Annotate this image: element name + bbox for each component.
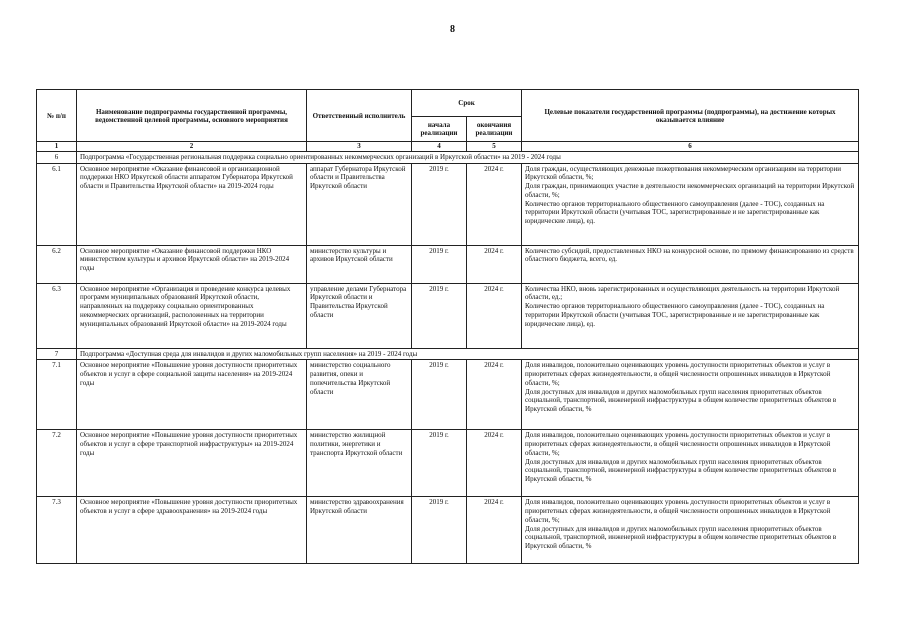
indicator: Количества НКО, вновь зарегистрированных и осуществляющих деятельность на территории Иркутской области, ед.; xyxy=(525,284,840,302)
indicators-cell xyxy=(522,430,859,497)
executor: аппарат Губернатора Иркутской области и Правительства Иркутской области xyxy=(307,163,412,245)
end-year: 2024 г. xyxy=(467,245,522,283)
column-number: 1 xyxy=(37,142,77,152)
end-year: 2024 г. xyxy=(467,430,522,497)
section-row xyxy=(37,152,859,164)
header-num: № п/п xyxy=(37,90,77,142)
indicators-cell xyxy=(522,360,859,430)
table-row xyxy=(37,245,859,283)
section-number: 7 xyxy=(37,348,77,360)
start-year: 2019 г. xyxy=(412,283,467,348)
indicators-cell xyxy=(522,497,859,564)
row-number: 7.1 xyxy=(37,360,77,430)
end-year: 2024 г. xyxy=(467,497,522,564)
table-row xyxy=(37,283,859,348)
page-number: 8 xyxy=(450,24,455,35)
table-row xyxy=(37,360,859,430)
executor: министерство жилищной политики, энергетики и транспорта Иркутской области xyxy=(307,430,412,497)
start-year: 2019 г. xyxy=(412,360,467,430)
indicators-cell xyxy=(522,245,859,283)
header-executor: Ответственный исполнитель xyxy=(307,90,412,142)
indicators-cell xyxy=(522,163,859,245)
indicator: Количество субсидий, предоставленных НКО на конкурсной основе, по прямому финансированию из средств областного бюджета, всего, ед. xyxy=(525,246,854,264)
column-number-row xyxy=(37,142,859,152)
section-row xyxy=(37,348,859,360)
section-number: 6 xyxy=(37,152,77,164)
header-indicators: Целевые показатели государственной программы (подпрограммы), на достижение которых оказывается влияние xyxy=(522,90,859,142)
executor: министерство здравоохранения Иркутской области xyxy=(307,497,412,564)
indicator: Доля инвалидов, положительно оценивающих уровень доступности приоритетных объектов и услуг в приоритетных сферах жизнедеятельности, в общей численности опрошенных инвалидов в Иркутской области, %; xyxy=(525,431,831,457)
header-name: Наименование подпрограммы государственной программы, ведомственной целевой программы, основного мероприятия xyxy=(77,90,307,142)
row-number: 7.3 xyxy=(37,497,77,564)
indicator: Доля доступных для инвалидов и других маломобильных групп населения приоритетных объектов социальной, транспортной, инженерной инфраструктуры в общем количестве приоритетных объектов в Иркутской области, % xyxy=(525,457,837,483)
end-year: 2024 г. xyxy=(467,163,522,245)
section-title: Подпрограмма «Государственная региональная поддержка социально ориентированных некоммерческих организаций в Иркутской области» на 2019 - 2024 годы xyxy=(77,152,859,164)
indicators-cell xyxy=(522,283,859,348)
activity-name: Основное мероприятие «Повышение уровня доступности приоритетных объектов и услуг в сфере здравоохранения» на 2019-2024 годы xyxy=(77,497,307,564)
column-number: 5 xyxy=(467,142,522,152)
program-table xyxy=(36,89,859,564)
activity-name: Основное мероприятие «Оказание финансовой поддержки НКО министерством культуры и архивов Иркутской области» на 2019-2024 годы xyxy=(77,245,307,283)
start-year: 2019 г. xyxy=(412,430,467,497)
executor: министерство культуры и архивов Иркутской области xyxy=(307,245,412,283)
table-row xyxy=(37,163,859,245)
row-number: 6.3 xyxy=(37,283,77,348)
table-body xyxy=(37,152,859,564)
table-row xyxy=(37,430,859,497)
start-year: 2019 г. xyxy=(412,245,467,283)
header-term: Срок xyxy=(412,90,522,117)
indicator: Доля инвалидов, положительно оценивающих уровень доступности приоритетных объектов и услуг в приоритетных сферах жизнедеятельности, в общей численности опрошенных инвалидов в Иркутской области, %; xyxy=(525,361,831,387)
executor: министерство социального развития, опеки и попечительства Иркутской области xyxy=(307,360,412,430)
table-header xyxy=(37,90,859,152)
indicator: Доля доступных для инвалидов и других маломобильных групп населения приоритетных объектов социальной, транспортной, инженерной инфраструктуры в общем количестве приоритетных объектов в Иркутской области, % xyxy=(525,387,837,413)
activity-name: Основное мероприятие «Повышение уровня доступности приоритетных объектов и услуг в сфере транспортной инфраструктуры» на 2019-2024 годы xyxy=(77,430,307,497)
column-number: 6 xyxy=(522,142,859,152)
header-start: начала реализации xyxy=(412,117,467,142)
executor: управление делами Губернатора Иркутской области и Правительства Иркутской области xyxy=(307,283,412,348)
end-year: 2024 г. xyxy=(467,283,522,348)
indicator: Доля граждан, принимающих участие в деятельности некоммерческих организаций на территории Иркутской области, %; xyxy=(525,182,855,199)
column-number: 2 xyxy=(77,142,307,152)
end-year: 2024 г. xyxy=(467,360,522,430)
start-year: 2019 г. xyxy=(412,163,467,245)
table-row xyxy=(37,497,859,564)
header-end: окончания реализации xyxy=(467,117,522,142)
indicator: Доля инвалидов, положительно оценивающих уровень доступности приоритетных объектов и услуг в приоритетных сферах жизнедеятельности, в общей численности опрошенных инвалидов в Иркутской области, %; xyxy=(525,498,831,524)
indicator: Доля граждан, осуществляющих денежные пожертвования некоммерческим организациям на территории Иркутской области, %; xyxy=(525,164,842,182)
row-number: 6.1 xyxy=(37,163,77,245)
start-year: 2019 г. xyxy=(412,497,467,564)
section-title: Подпрограмма «Доступная среда для инвалидов и других маломобильных групп населения» на 2019 - 2024 годы xyxy=(77,348,859,360)
indicator: Доля доступных для инвалидов и других маломобильных групп населения приоритетных объектов социальной, транспортной, инженерной инфраструктуры в общем количестве приоритетных объектов в Иркутской области, % xyxy=(525,524,837,550)
indicator: Количество органов территориального общественного самоуправления (далее - ТОС), созданных на территории Иркутской области (учитывая ТОС, зарегистрированные и не зарегистрированные как юридические лица), ед. xyxy=(525,302,825,328)
activity-name: Основное мероприятие «Повышение уровня доступности приоритетных объектов и услуг в сфере социальной защиты населения» на 2019-2024 годы xyxy=(77,360,307,430)
activity-name: Основное мероприятие «Организация и проведение конкурса целевых программ муниципальных образований Иркутской области, направленных на поддержку социально ориентированных некоммерческих организаций, расположенных на территории муниципальных образований Иркутской области» на 2019-2024 годы xyxy=(77,283,307,348)
column-number: 3 xyxy=(307,142,412,152)
row-number: 7.2 xyxy=(37,430,77,497)
activity-name: Основное мероприятие «Оказание финансовой и организационной поддержки НКО Иркутской области аппаратом Губернатора Иркутской области и Правительства Иркутской области» на 2019-2024 годы xyxy=(77,163,307,245)
indicator: Количество органов территориального общественного самоуправления (далее - ТОС), созданных на территории Иркутской области (учитывая ТОС, зарегистрированные и не зарегистрированные как юридические лица), ед. xyxy=(525,199,825,225)
column-number: 4 xyxy=(412,142,467,152)
row-number: 6.2 xyxy=(37,245,77,283)
